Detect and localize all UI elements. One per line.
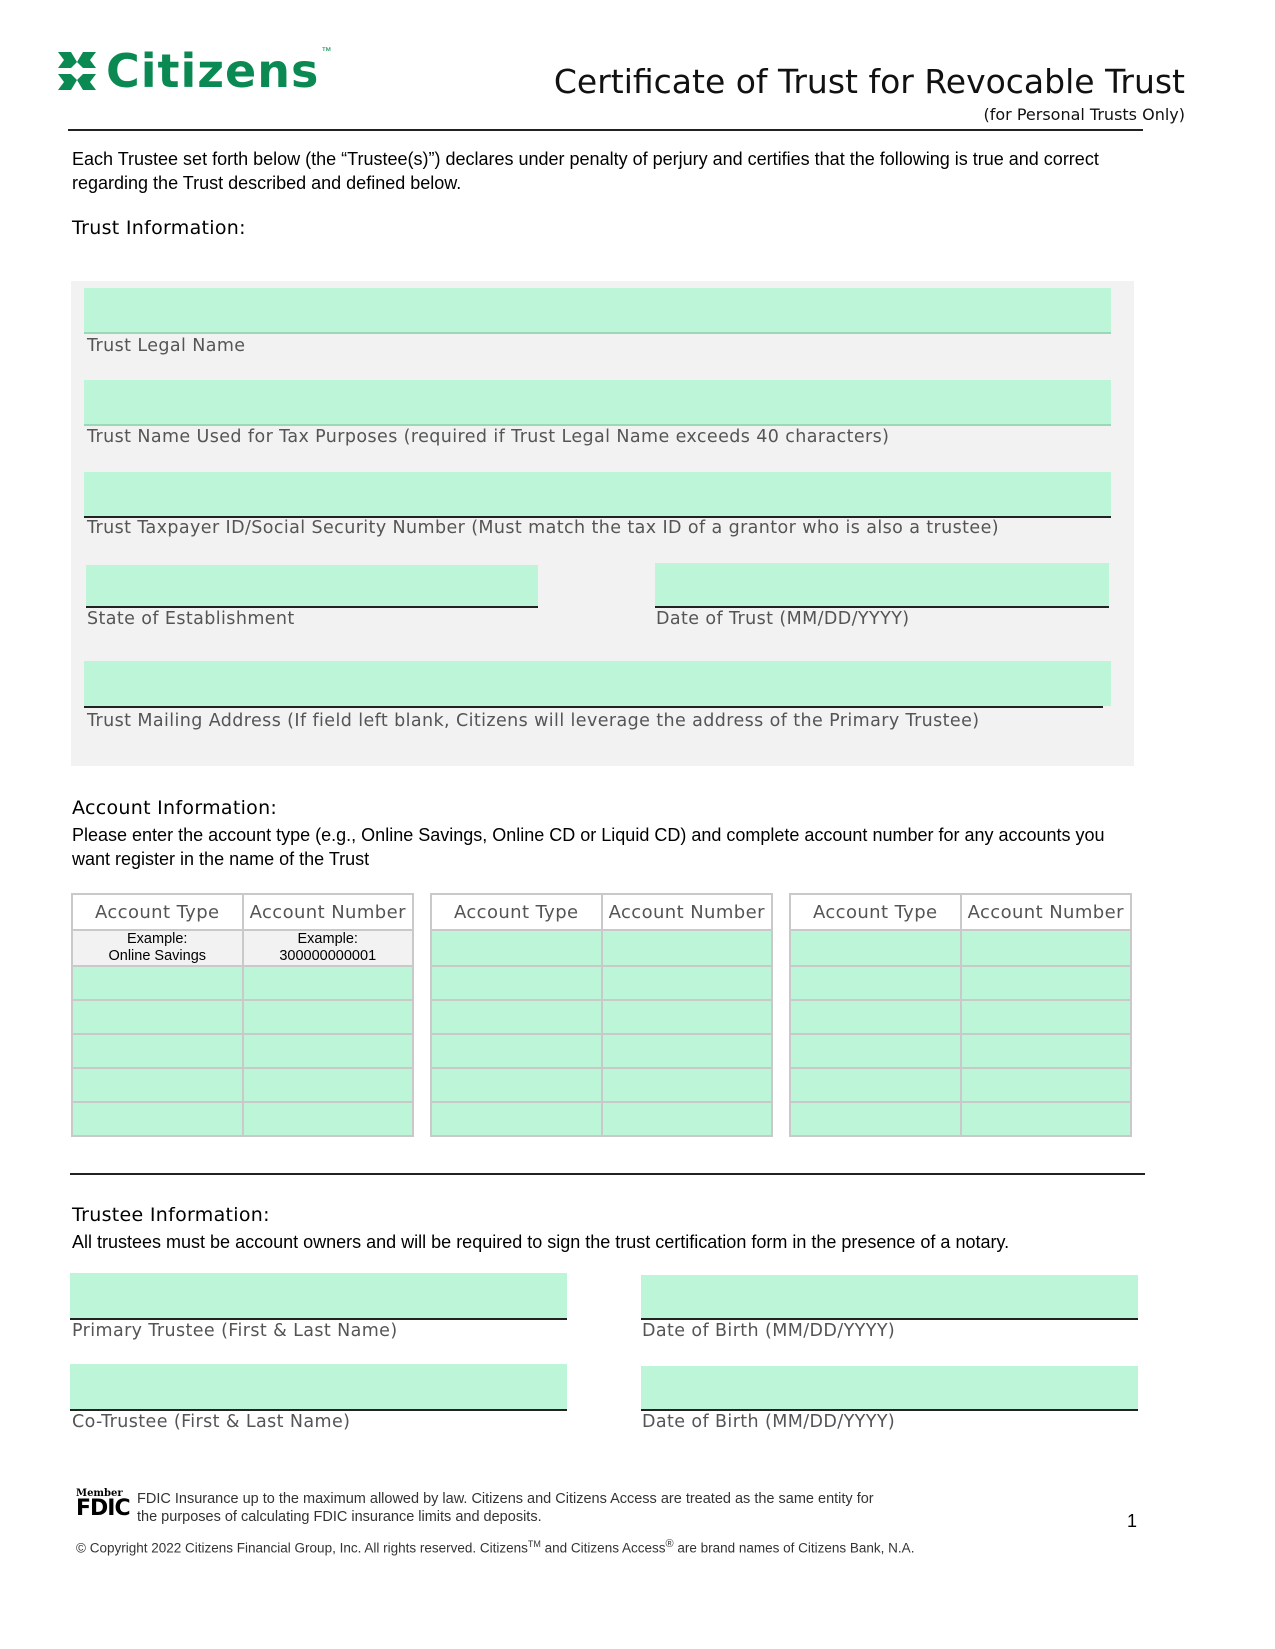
trust-tax-name-label: Trust Name Used for Tax Purposes (required if Trust Legal Name exceeds 40 characters) [87,427,890,447]
account-type-cell[interactable] [790,1000,961,1034]
account-type-cell[interactable] [790,1102,961,1136]
account-number-header: Account Number [961,894,1132,930]
co-trustee-name-input[interactable] [70,1364,567,1411]
copyright-text: © Copyright 2022 Citizens Financial Group, Inc. All rights reserved. Citizens [76,1540,528,1556]
account-table-2 [430,893,773,1137]
account-number-cell[interactable] [961,1102,1132,1136]
date-of-trust-input[interactable] [655,563,1109,608]
account-number-header: Account Number [602,894,773,930]
account-info-heading: Account Information: [72,797,278,819]
account-type-cell[interactable] [431,1102,602,1136]
citizens-logo [54,44,332,98]
account-type-header: Account Type [790,894,961,930]
brand-name: Citizens [106,44,320,98]
account-type-cell[interactable] [790,930,961,966]
trustee-info-description: All trustees must be account owners and will be required to sign the trust certification form in the presence of a notary. [72,1232,1010,1252]
registered-mark: ® [665,1538,674,1550]
account-type-cell[interactable] [431,966,602,1000]
account-number-cell[interactable] [243,1102,414,1136]
brand-trademark: ™ [321,45,332,57]
account-number-cell[interactable] [602,1034,773,1068]
fdic-logo-text: FDIC [76,1496,130,1521]
header-divider [68,129,1143,131]
account-type-cell[interactable] [790,1034,961,1068]
fdic-member-label: Member [76,1488,123,1499]
account-info-description: Please enter the account type (e.g., Online Savings, Online CD or Liquid CD) and complete account number for any accounts you want register in the name of the Trust [72,825,1105,869]
state-of-establishment-label: State of Establishment [87,609,295,629]
account-number-header: Account Number [243,894,414,930]
fdic-disclaimer-line-1: FDIC Insurance up to the maximum allowed by law. Citizens and Citizens Access are treated as the same entity for [137,1491,874,1507]
trust-taxpayer-id-label: Trust Taxpayer ID/Social Security Number (Must match the tax ID of a grantor who is also a trustee) [87,518,999,538]
primary-trustee-dob-label: Date of Birth (MM/DD/YYYY) [642,1321,896,1341]
account-number-cell[interactable] [243,1000,414,1034]
date-of-trust-label: Date of Trust (MM/DD/YYYY) [656,609,910,629]
trust-legal-name-label: Trust Legal Name [87,336,246,356]
account-number-cell[interactable] [602,966,773,1000]
trademark-mark: TM [527,1539,541,1549]
copyright-text: are brand names of Citizens Bank, N.A. [673,1540,915,1556]
account-number-cell[interactable] [961,1034,1132,1068]
account-type-cell[interactable] [72,1068,243,1102]
account-type-cell[interactable] [790,966,961,1000]
primary-trustee-name-label: Primary Trustee (First & Last Name) [72,1321,398,1341]
account-number-cell[interactable] [602,1102,773,1136]
account-number-cell[interactable] [961,966,1132,1000]
primary-trustee-dob-input[interactable] [641,1275,1138,1320]
account-number-cell[interactable] [243,1034,414,1068]
co-trustee-dob-input[interactable] [641,1366,1138,1411]
page-title: Certificate of Trust for Revocable Trust [553,62,1185,101]
account-type-header: Account Type [431,894,602,930]
trust-taxpayer-id-input[interactable] [84,472,1111,518]
trust-mailing-address-label: Trust Mailing Address (If field left blank, Citizens will leverage the address of the Primary Trustee) [87,711,980,731]
account-number-cell[interactable] [243,1068,414,1102]
account-type-cell[interactable] [431,1000,602,1034]
example-number: 300000000001 [279,948,377,964]
account-type-cell[interactable] [72,966,243,1000]
account-number-cell[interactable] [961,1068,1132,1102]
copyright-text: and Citizens Access [540,1540,666,1556]
account-type-cell[interactable] [72,1034,243,1068]
trust-info-heading: Trust Information: [72,217,246,239]
example-label: Example: [297,931,358,947]
account-type-header: Account Type [72,894,243,930]
fdic-disclaimer-line-2: the purposes of calculating FDIC insurance limits and deposits. [137,1509,542,1525]
account-number-cell[interactable] [961,1000,1132,1034]
account-type-cell[interactable] [790,1068,961,1102]
account-type-cell[interactable] [72,1000,243,1034]
fdic-logo [76,1488,130,1521]
trust-mailing-address-input[interactable] [84,661,1111,706]
co-trustee-dob-label: Date of Birth (MM/DD/YYYY) [642,1412,896,1432]
account-type-cell[interactable] [431,930,602,966]
state-of-establishment-input[interactable] [86,565,538,608]
account-number-cell[interactable] [243,966,414,1000]
mailing-address-underline [84,706,1103,708]
fdic-disclaimer [137,1490,874,1526]
trustee-info-heading: Trustee Information: [72,1204,270,1226]
account-type-cell[interactable] [431,1068,602,1102]
page-subtitle: (for Personal Trusts Only) [983,105,1185,124]
copyright-notice [76,1538,914,1556]
account-table-1 [71,893,414,1137]
example-type: Online Savings [108,948,207,964]
account-number-cell[interactable] [961,930,1132,966]
account-number-cell[interactable] [602,1068,773,1102]
account-number-cell[interactable] [602,930,773,966]
account-table-3 [789,893,1132,1137]
page-number: 1 [1127,1511,1138,1531]
co-trustee-name-label: Co-Trustee (First & Last Name) [72,1412,351,1432]
account-type-cell[interactable] [431,1034,602,1068]
account-number-cell[interactable] [602,1000,773,1034]
intro-paragraph: Each Trustee set forth below (the “Trustee(s)”) declares under penalty of perjury and certifies that the following is true and correct regarding the Trust described and defined below. [72,149,1099,193]
example-label: Example: [127,931,188,947]
trust-tax-name-input[interactable] [84,380,1111,426]
example-type-cell [72,930,243,966]
example-number-cell [243,930,414,966]
citizens-logo-icon [54,48,100,94]
account-type-cell[interactable] [72,1102,243,1136]
section-divider [70,1173,1145,1175]
trust-legal-name-input[interactable] [84,288,1111,334]
primary-trustee-name-input[interactable] [70,1273,567,1320]
